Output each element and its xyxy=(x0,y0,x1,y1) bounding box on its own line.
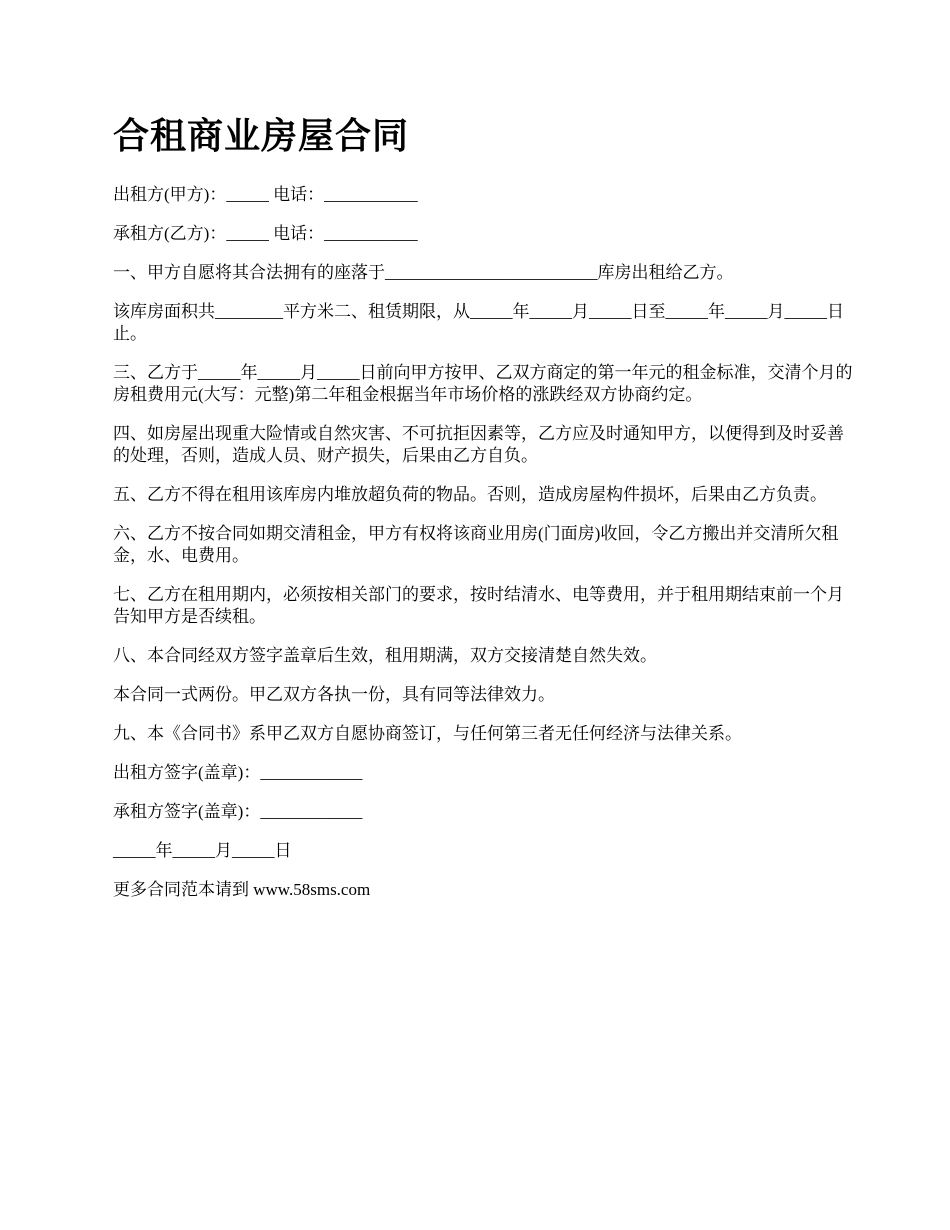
clause-9-independence: 九、本《合同书》系甲乙双方自愿协商签订，与任何第三者无任何经济与法律关系。 xyxy=(113,724,742,743)
copies-statement: 本合同一式两份。甲乙双方各执一份，具有同等法律效力。 xyxy=(113,685,555,704)
clause-6-default: 六、乙方不按合同如期交清租金，甲方有权将该商业用房(门面房)收回，令乙方搬出并交清所欠租金，水、电费用。 xyxy=(113,524,839,565)
lessor-signature-line: 出租方签字(盖章)：____________ xyxy=(113,763,363,782)
clause-7-utilities: 七、乙方在租用期内，必须按相关部门的要求，按时结清水、电等费用，并于租用期结束前一个月告知甲方是否续租。 xyxy=(113,585,844,626)
lessee-line: 承租方(乙方)：_____ 电话：___________ xyxy=(113,224,418,243)
footer-more-templates: 更多合同范本请到 www.58sms.com xyxy=(113,880,371,899)
lessor-line: 出租方(甲方)：_____ 电话：___________ xyxy=(113,185,418,204)
clause-4-hazards: 四、如房屋出现重大险情或自然灾害、不可抗拒因素等，乙方应及时通知甲方，以便得到及时妥善的处理，否则，造成人员、财产损失，后果由乙方自负。 xyxy=(113,424,844,465)
clause-1: 一、甲方自愿将其合法拥有的座落于_________________________库房出租给乙方。 xyxy=(113,263,734,282)
clause-8-effect: 八、本合同经双方签字盖章后生效，租用期满，双方交接清楚自然失效。 xyxy=(113,646,657,665)
document-title: 合租商业房屋合同 xyxy=(113,116,410,156)
document-page xyxy=(113,112,853,918)
lessee-signature-line: 承租方签字(盖章)：____________ xyxy=(113,802,363,821)
clause-2-area-term: 该库房面积共________平方米二、租赁期限，从_____年_____月_____日至_____年_____月_____日止。 xyxy=(113,302,844,343)
clause-3-rent: 三、乙方于_____年_____月_____日前向甲方按甲、乙双方商定的第一年元的租金标准，交清个月的房租费用元(大写：元整)第二年租金根据当年市场价格的涨跌经双方协商约定。 xyxy=(113,363,853,404)
clause-5-overload: 五、乙方不得在租用该库房内堆放超负荷的物品。否则，造成房屋构件损坏，后果由乙方负责。 xyxy=(113,485,827,504)
date-line: _____年_____月_____日 xyxy=(113,841,292,860)
